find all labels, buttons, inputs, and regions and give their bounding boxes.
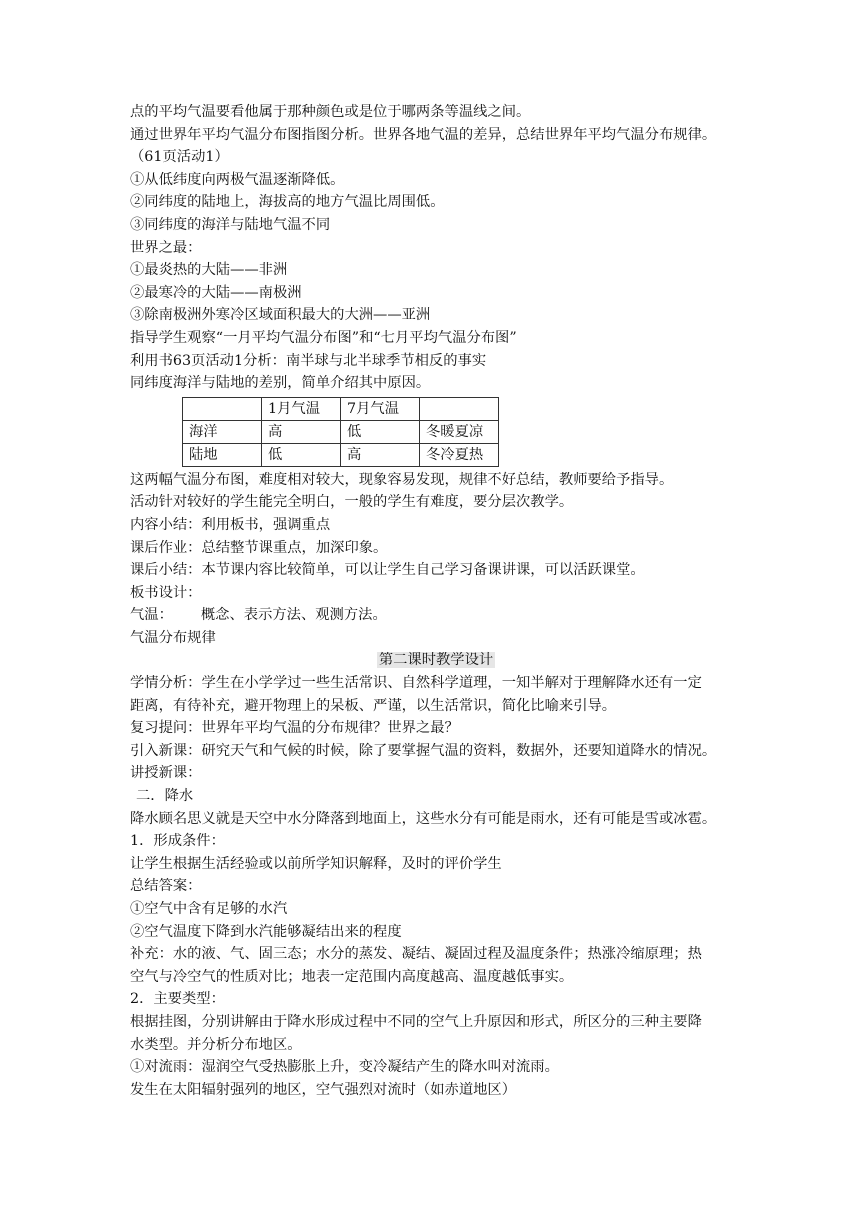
paragraph-line: ②同纬度的陆地上，海拔高的地方气温比周围低。	[130, 194, 445, 211]
paragraph-line: 同纬度海洋与陆地的差别，简单介绍其中原因。	[130, 375, 431, 392]
table-cell: 高	[341, 443, 420, 466]
paragraph-line: 这两幅气温分布图，难度相对较大，现象容易发现，规律不好总结，教师要给予指导。	[130, 471, 674, 488]
table-cell	[420, 397, 499, 420]
paragraph-line: 课后小结：本节课内容比较简单，可以让学生自己学习备课讲课，可以活跃课堂。	[130, 562, 645, 579]
paragraph-line: ①对流雨：湿润空气受热膨胀上升，变冷凝结产生的降水叫对流雨。	[130, 1059, 559, 1076]
paragraph-line: 补充：水的液、气、固三态；水分的蒸发、凝结、凝固过程及温度条件；热涨冷缩原理；热	[130, 946, 702, 963]
paragraph-line: 通过世界年平均气温分布图指图分析。世界各地气温的差异，总结世界年平均气温分布规律。	[130, 126, 717, 143]
table-cell: 高	[262, 420, 341, 443]
paragraph-line: 世界之最：	[130, 239, 202, 256]
table-cell: 1月气温	[262, 397, 341, 420]
table-cell: 陆地	[183, 443, 262, 466]
paragraph-line: 板书设计：	[130, 584, 202, 601]
paragraph-line: 气温分布规律	[130, 629, 216, 646]
paragraph-line: 空气与冷空气的性质对比；地表一定范围内高度越高、温度越低事实。	[130, 968, 574, 985]
paragraph-line: ②空气温度下降到水汽能够凝结出来的程度	[130, 923, 402, 940]
paragraph-line: 内容小结：利用板书，强调重点	[130, 516, 331, 533]
paragraph-line: 利用书63页活动1分析：南半球与北半球季节相反的事实	[130, 352, 487, 369]
board-text: 概念、表示方法、观测方法。	[200, 607, 387, 624]
section-heading	[130, 649, 742, 672]
paragraph-line: 二．降水	[136, 788, 194, 805]
table-cell: 7月气温	[341, 397, 420, 420]
table-cell: 冬暖夏凉	[420, 420, 499, 443]
temperature-table	[182, 397, 499, 467]
paragraph-line: 引入新课：研究天气和气候的时候，除了要掌握气温的资料，数据外，还要知道降水的情况。	[130, 742, 717, 759]
table-header-row	[183, 397, 499, 420]
paragraph-line: 降水顾名思义就是天空中水分降落到地面上，这些水分有可能是雨水，还有可能是雪或冰雹。	[130, 810, 717, 827]
paragraph-line: 复习提问：世界年平均气温的分布规律？世界之最？	[130, 720, 459, 737]
paragraph-line: ①最炎热的大陆——非洲	[130, 262, 288, 279]
paragraph-line: 让学生根据生活经验或以前所学知识解释，及时的评价学生	[130, 855, 502, 872]
paragraph-line: 课后作业：总结整节课重点，加深印象。	[130, 539, 388, 556]
paragraph-line: 2．主要类型：	[130, 991, 225, 1008]
paragraph-line: （61页活动1）	[130, 149, 229, 166]
paragraph-line: 1．形成条件：	[130, 833, 225, 850]
paragraph-line: 点的平均气温要看他属于那种颜色或是位于哪两条等温线之间。	[130, 104, 531, 120]
paragraph-line: ③除南极洲外寒冷区域面积最大的大洲——亚洲	[130, 307, 431, 324]
table-cell: 低	[262, 443, 341, 466]
table-row	[183, 443, 499, 466]
paragraph-line: ①从低纬度向两极气温逐渐降低。	[130, 171, 345, 188]
table-cell: 海洋	[183, 420, 262, 443]
paragraph-line: 活动针对较好的学生能完全明白，一般的学生有难度，要分层次教学。	[130, 494, 574, 511]
board-design-line	[130, 604, 742, 627]
section-heading-text: 第二课时教学设计	[378, 652, 494, 669]
paragraph-line: 水类型。并分析分布地区。	[130, 1036, 302, 1053]
paragraph-line: ③同纬度的海洋与陆地气温不同	[130, 216, 331, 233]
table-cell	[183, 397, 262, 420]
paragraph-line: ②最寒冷的大陆——南极洲	[130, 284, 302, 301]
paragraph-line: 总结答案：	[130, 878, 202, 895]
paragraph-line: 讲授新课：	[130, 765, 202, 782]
table-row	[183, 420, 499, 443]
paragraph-line: ①空气中含有足够的水汽	[130, 901, 288, 917]
paragraph-line: 学情分析：学生在小学学过一些生活常识、自然科学道理，一知半解对于理解降水还有一定	[130, 675, 702, 692]
document-page	[130, 101, 742, 1101]
table-cell: 冬冷夏热	[420, 443, 499, 466]
paragraph-line: 发生在太阳辐射强列的地区，空气强烈对流时（如赤道地区）	[130, 1081, 517, 1098]
paragraph-line: 距离，有待补充，避开物理上的呆板、严谨，以生活常识，简化比喻来引导。	[130, 697, 617, 714]
paragraph-line: 指导学生观察“一月平均气温分布图”和“七月平均气温分布图”	[130, 329, 517, 346]
paragraph-line: 根据挂图，分别讲解由于降水形成过程中不同的空气上升原因和形式，所区分的三种主要降	[130, 1013, 702, 1030]
board-label: 气温：	[130, 607, 173, 624]
table-cell: 低	[341, 420, 420, 443]
